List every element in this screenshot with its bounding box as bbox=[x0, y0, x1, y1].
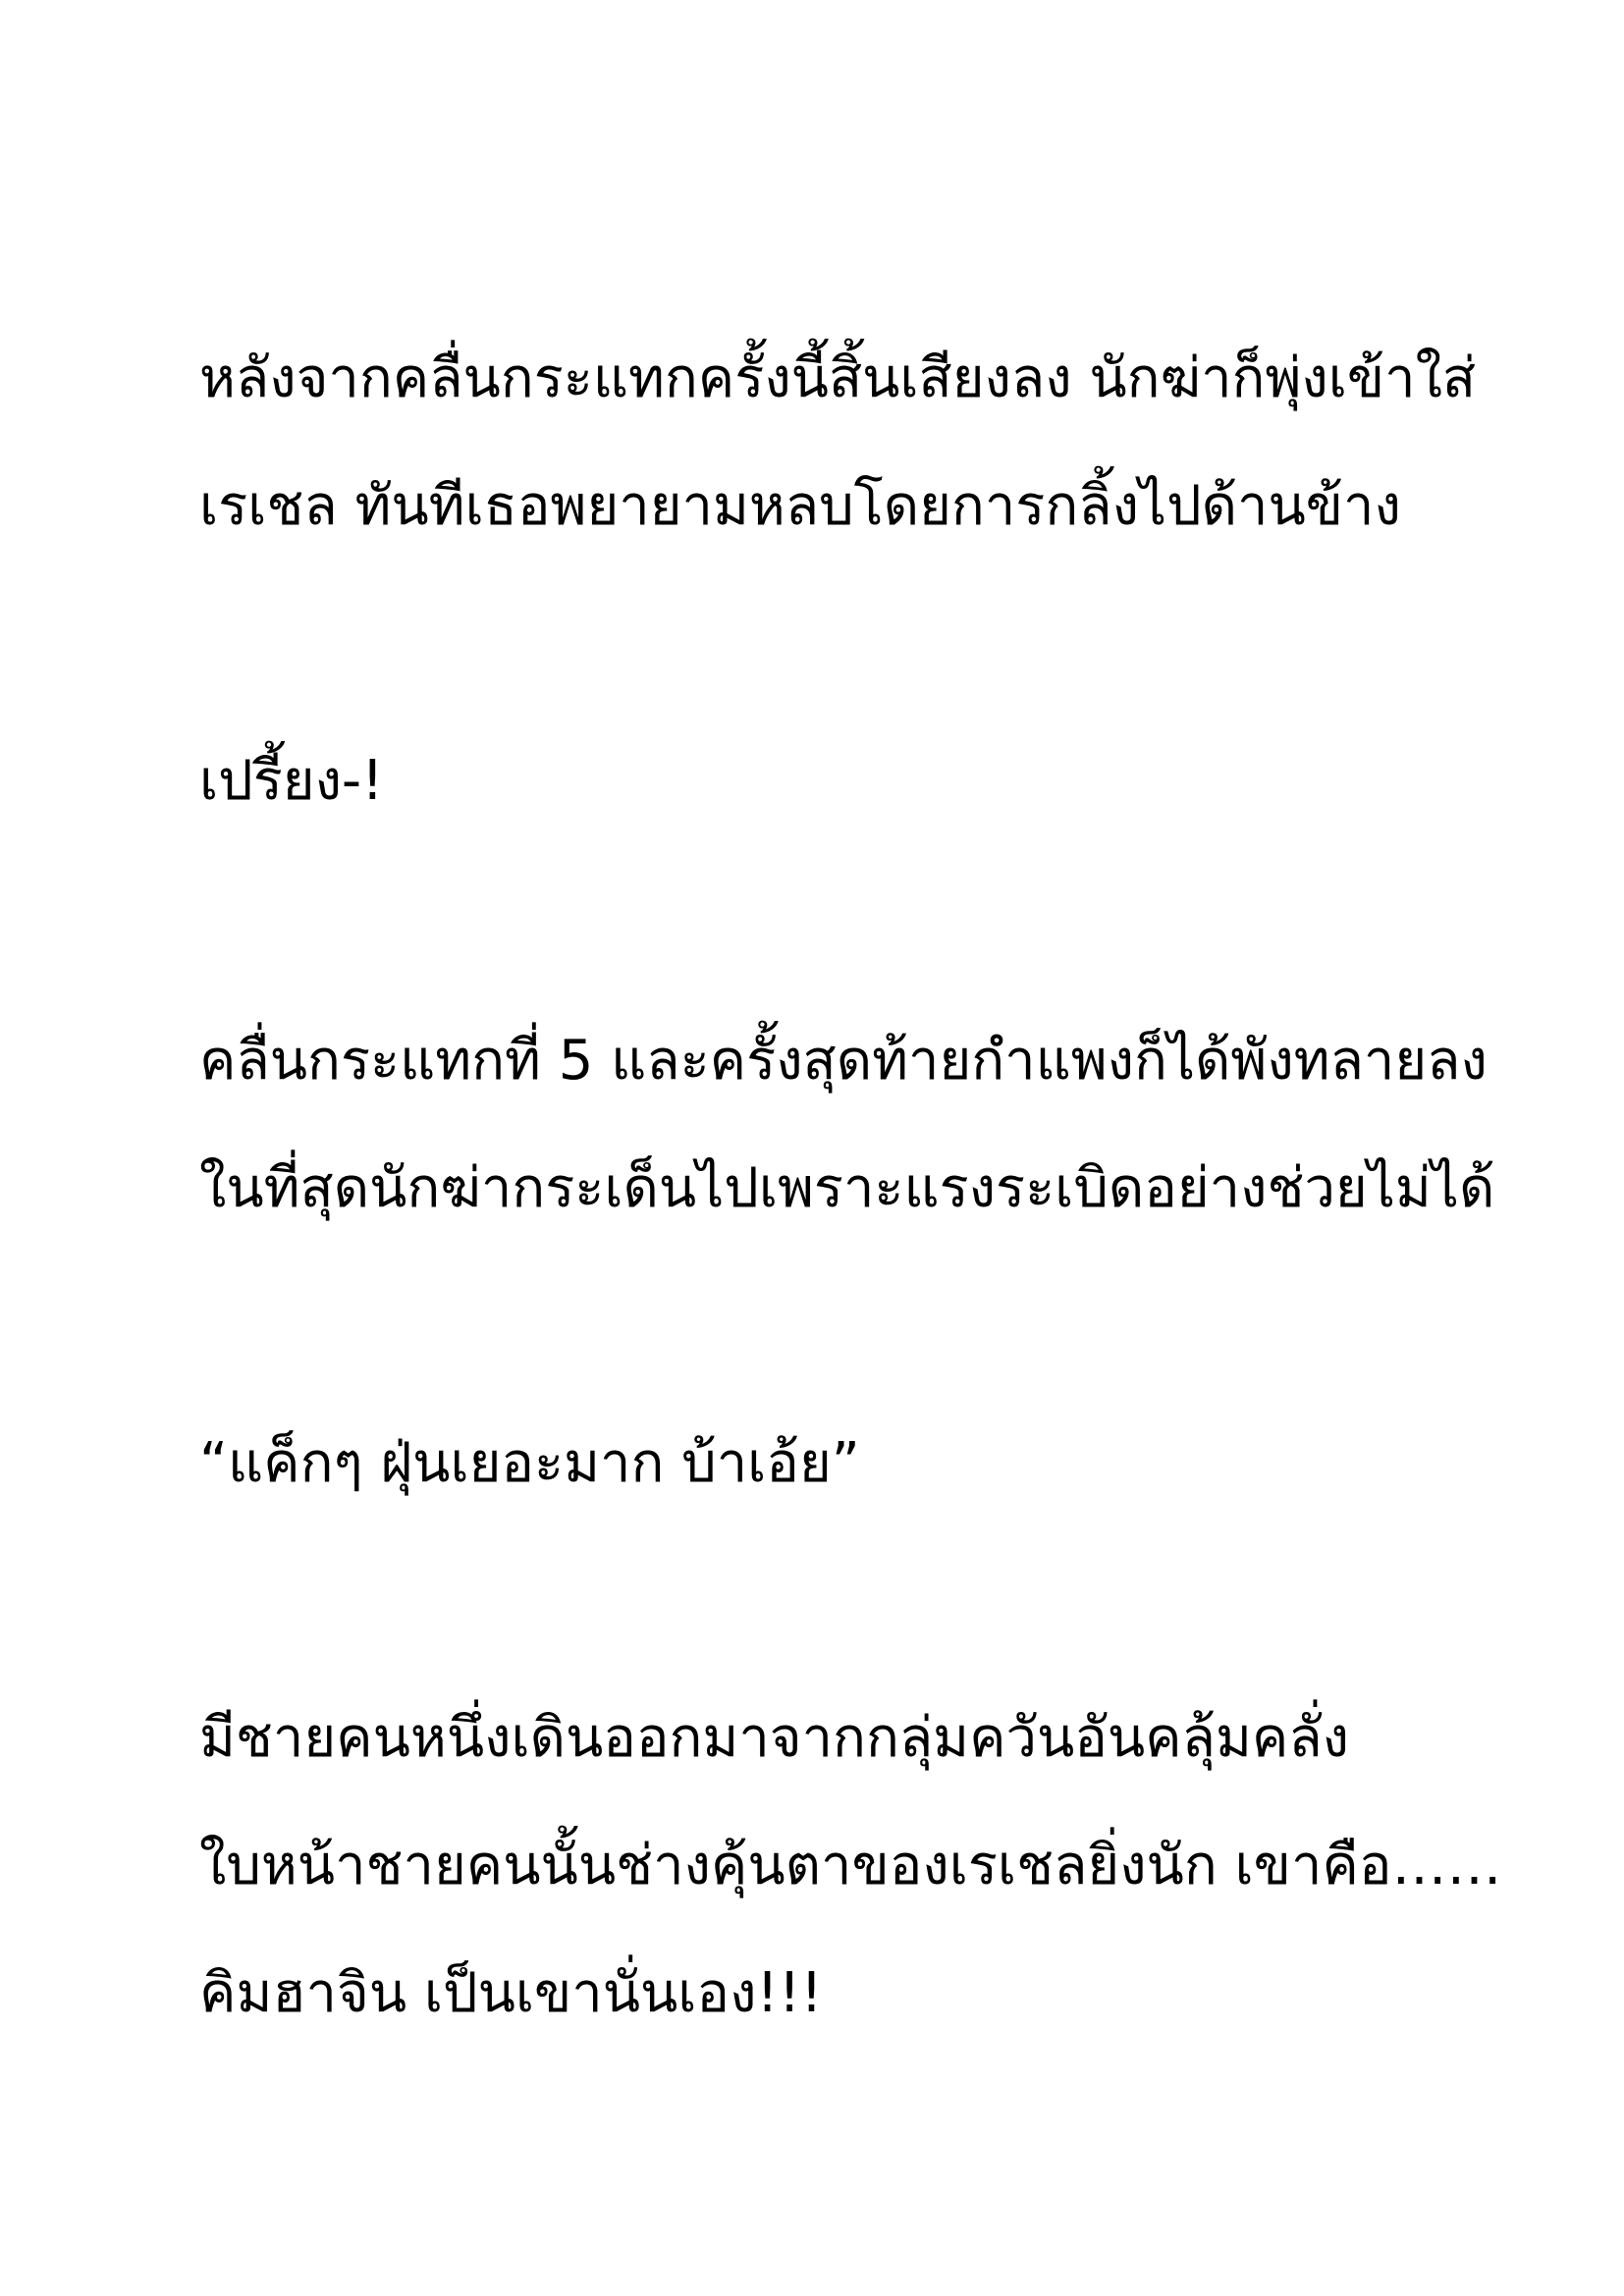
dialogue-line: “แค็กๆ ฝุ่นเยอะมาก บ้าเอ้ย” bbox=[199, 1431, 860, 1495]
paragraph-line: ในที่สุดนักฆ่ากระเด็นไปเพราะแรงระเบิดอย่างช่วยไม่ได้ bbox=[199, 1156, 1495, 1220]
paragraph-line: คลื่นกระแทกที่ 5 และครั้งสุดท้ายกำแพงก็ได้พังทลายลง bbox=[199, 1029, 1488, 1093]
paragraph-line: คิมฮาจิน เป็นเขานั่นเอง!!! bbox=[199, 1961, 823, 2025]
paragraph-line: เปรี้ยง-! bbox=[199, 749, 384, 813]
paragraph-line: หลังจากคลื่นกระแทกครั้งนี้สิ้นเสียงลง นักฆ่าก็พุ่งเข้าใส่ bbox=[199, 347, 1477, 410]
paragraph-line: เรเชล ทันทีเธอพยายามหลบโดยการกลิ้งไปด้านข้าง bbox=[199, 474, 1401, 538]
paragraph-line: มีชายคนหนึ่งเดินออกมาจากกลุ่มควันอันคลุ้มคลั่ง bbox=[199, 1706, 1349, 1770]
paragraph-line: ใบหน้าชายคนนั้นช่างคุ้นตาของเรเชลยิ่งนัก เขาคือ…… bbox=[199, 1834, 1502, 1897]
